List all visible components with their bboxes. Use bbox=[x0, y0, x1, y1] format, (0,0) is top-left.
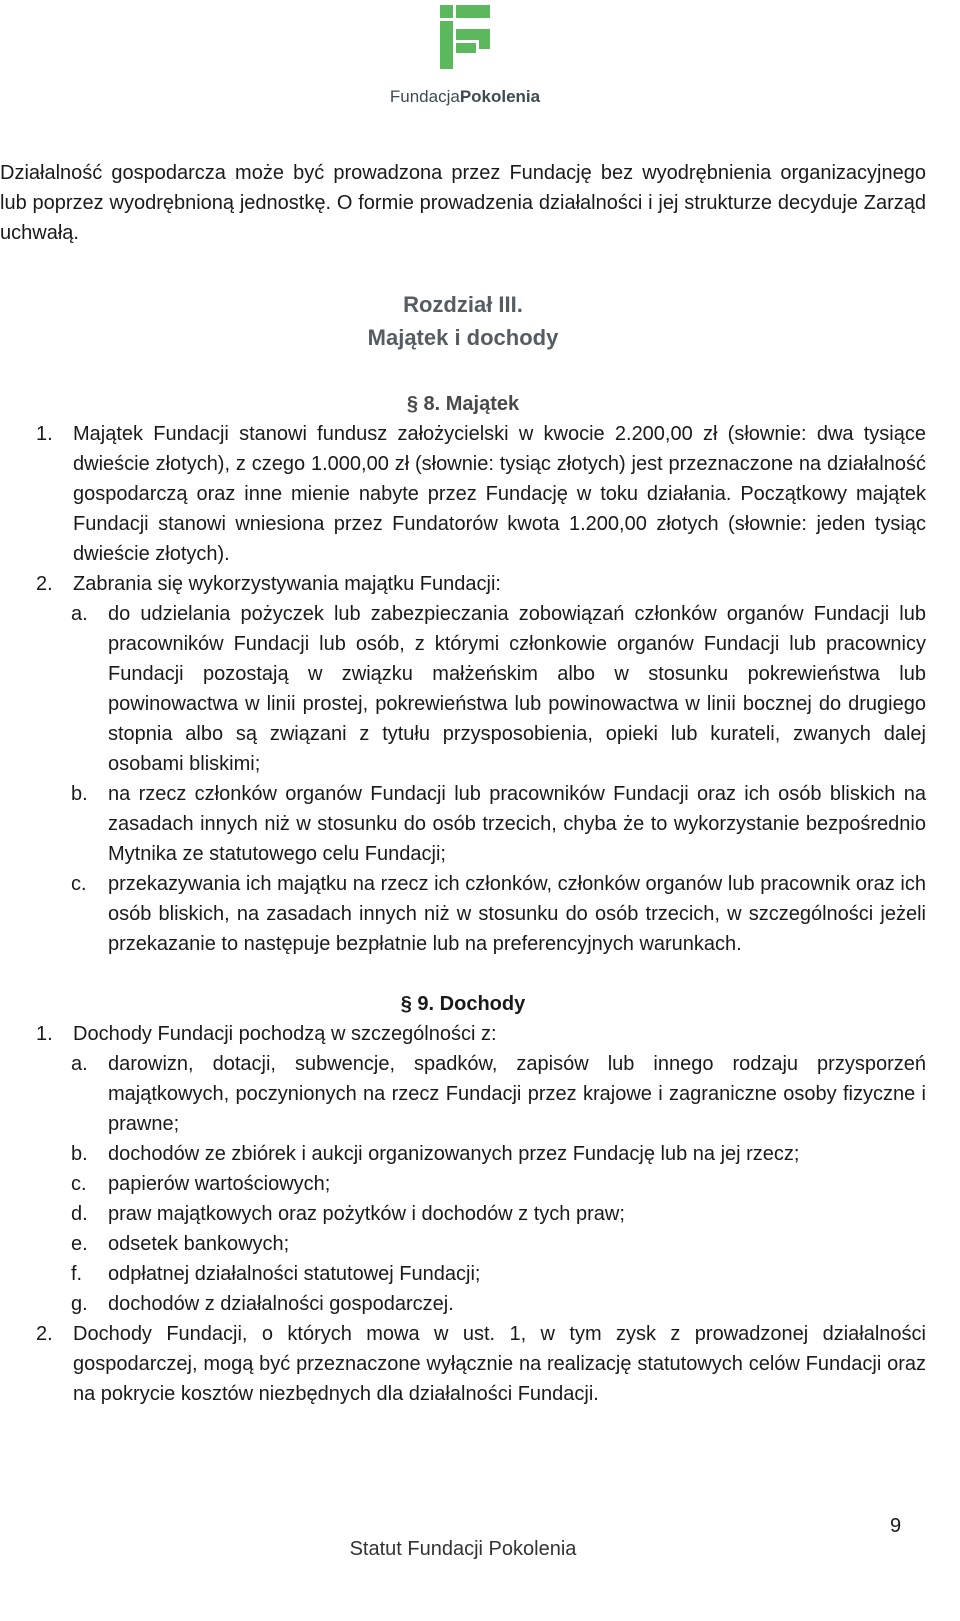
sublist-item bbox=[71, 1259, 926, 1289]
sublist bbox=[73, 599, 926, 959]
list-marker: 1. bbox=[36, 423, 53, 445]
sublist bbox=[73, 1049, 926, 1319]
list-item-text: Majątek Fundacji stanowi fundusz założycielski w kwocie 2.200,00 zł (słownie: dwa tysiące dwieście złotych), z czego 1.000,00 zł (słownie: tysiąc złotych) jest przeznaczone na działalność gospodarczą oraz inne mienie nabyte przez Fundację w toku działania. Początkowy majątek Fundacji stanowi wniesiona przez Fundatorów kwota 1.200,00 złotych (słownie: jeden tysiąc dwieście złotych). bbox=[73, 423, 926, 565]
sublist-marker: c. bbox=[71, 1173, 87, 1195]
fundacja-pokolenia-logo bbox=[380, 3, 550, 113]
sublist-marker: d. bbox=[71, 1203, 88, 1225]
sublist-item-text: dochodów z działalności gospodarczej. bbox=[108, 1293, 454, 1315]
sublist-item bbox=[71, 1229, 926, 1259]
chapter-number: Rozdział III. bbox=[403, 292, 523, 317]
sublist-item bbox=[71, 599, 926, 779]
list-item bbox=[36, 1019, 926, 1319]
sublist-item bbox=[71, 779, 926, 869]
sublist-marker: c. bbox=[71, 873, 87, 895]
list-marker: 1. bbox=[36, 1023, 53, 1045]
list-item bbox=[36, 1319, 926, 1409]
section-9-list bbox=[0, 1019, 926, 1409]
sublist-item bbox=[71, 869, 926, 959]
sublist-item bbox=[71, 1199, 926, 1229]
list-marker: 2. bbox=[36, 573, 53, 595]
sublist-item-text: na rzecz członków organów Fundacji lub pracowników Fundacji oraz ich osób bliskich na zasadach innych niż w stosunku do osób trzecich, chyba że to wykorzystanie bezpośrednio Mytnika ze statutowego celu Fundacji; bbox=[108, 783, 926, 865]
list-item-text: Zabrania się wykorzystywania majątku Fundacji: bbox=[73, 573, 501, 595]
list-item-text: Dochody Fundacji pochodzą w szczególności z: bbox=[73, 1023, 497, 1045]
intro-paragraph: Działalność gospodarcza może być prowadzona przez Fundację bez wyodrębnienia organizacyjnego lub poprzez wyodrębnioną jednostkę. O formie prowadzenia działalności i jej strukturze decyduje Zarząd uchwałą. bbox=[0, 162, 926, 244]
sublist-item bbox=[71, 1049, 926, 1139]
list-item bbox=[36, 419, 926, 569]
sublist-item-text: odpłatnej działalności statutowej Fundacji; bbox=[108, 1263, 481, 1285]
sublist-marker: f. bbox=[71, 1263, 83, 1285]
sublist-marker: e. bbox=[71, 1233, 88, 1255]
chapter-heading bbox=[0, 288, 926, 354]
section-8-list bbox=[0, 419, 926, 959]
sublist-item bbox=[71, 1139, 926, 1169]
document-body bbox=[0, 158, 926, 1409]
section-9-title: § 9. Dochody bbox=[400, 993, 526, 1015]
list-item bbox=[36, 569, 926, 959]
sublist-marker: a. bbox=[71, 603, 88, 625]
logo-wordmark: FundacjaPokolenia bbox=[389, 87, 541, 106]
sublist-item-text: praw majątkowych oraz pożytków i dochodów z tych praw; bbox=[108, 1203, 625, 1225]
sublist-marker: g. bbox=[71, 1293, 88, 1315]
sublist-item-text: do udzielania pożyczek lub zabezpieczania zobowiązań członków organów Fundacji lub pracowników Fundacji lub osób, z którymi członkowie organów Fundacji lub pracownicy Fundacji pozostają w związku małżeńskim albo w stosunku pokrewieństwa lub powinowactwa w linii prostej, pokrewieństwa lub powinowactwa w linii bocznej do drugiego stopnia albo są związani z tytułu przysposobienia, opieki lub kurateli, zwanych dalej osobami bliskimi; bbox=[108, 603, 926, 775]
list-marker: 2. bbox=[36, 1323, 53, 1345]
sublist-item-text: darowizn, dotacji, subwencje, spadków, zapisów lub innego rodzaju przysporzeń majątkowych, poczynionych na rzecz Fundacji przez krajowe i zagraniczne osoby fizyczne i prawne; bbox=[108, 1053, 926, 1135]
page-number: 9 bbox=[890, 1515, 902, 1537]
section-8-title: § 8. Majątek bbox=[406, 393, 520, 415]
sublist-marker: a. bbox=[71, 1053, 88, 1075]
sublist-marker: b. bbox=[71, 783, 88, 805]
fp-logo-icon bbox=[438, 3, 492, 71]
sublist-item bbox=[71, 1169, 926, 1199]
sublist-item-text: odsetek bankowych; bbox=[108, 1233, 290, 1255]
list-item-text: Dochody Fundacji, o których mowa w ust. 1, w tym zysk z prowadzonej działalności gospodarczej, mogą być przeznaczone wyłącznie na realizację statutowych celów Fundacji oraz na pokrycie kosztów niezbędnych dla działalności Fundacji. bbox=[73, 1323, 926, 1405]
chapter-title: Majątek i dochody bbox=[367, 325, 559, 350]
page-footer: Statut Fundacji Pokolenia bbox=[349, 1538, 577, 1560]
sublist-marker: b. bbox=[71, 1143, 88, 1165]
sublist-item-text: przekazywania ich majątku na rzecz ich członków, członków organów lub pracownik oraz ich osób bliskich, na zasadach innych niż w stosunku do osób trzecich, w szczególności jeżeli przekazanie to następuje bezpłatnie lub na preferencyjnych warunkach. bbox=[108, 873, 926, 955]
sublist-item-text: papierów wartościowych; bbox=[108, 1173, 331, 1195]
sublist-item-text: dochodów ze zbiórek i aukcji organizowanych przez Fundację lub na jej rzecz; bbox=[108, 1143, 800, 1165]
sublist-item bbox=[71, 1289, 926, 1319]
